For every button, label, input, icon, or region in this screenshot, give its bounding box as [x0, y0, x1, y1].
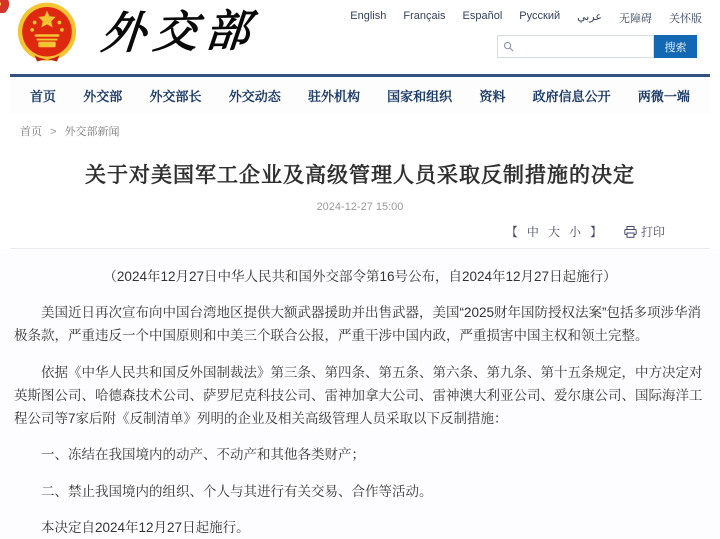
article-tools — [0, 223, 665, 240]
breadcrumb-current: 外交部新闻 — [64, 126, 120, 138]
lang-francais[interactable]: Français — [403, 10, 446, 22]
print-button[interactable] — [624, 223, 665, 240]
page-title: 关于对美国军工企业及高级管理人员采取反制措施的决定 — [85, 164, 635, 187]
publish-datetime: 2024-12-27 15:00 — [316, 201, 404, 213]
search-input[interactable] — [518, 37, 653, 56]
search-button[interactable]: 搜索 — [654, 35, 697, 58]
article-body — [0, 249, 720, 539]
language-switcher — [350, 10, 702, 26]
search-icon — [503, 41, 514, 52]
site-header — [0, 0, 720, 72]
decree-line: （2024年12月27日中华人民共和国外交部令第16号公布，自2024年12月27日起施行） — [103, 269, 617, 284]
lang-arabic[interactable]: عربي — [577, 11, 602, 23]
paragraph: 美国近日再次宣布向中国台湾地区提供大额武器援助并出售武器，美国“2025财年国防授权法案”包括多项涉华消极条款，严重违反一个中国原则和中美三个联合公报，严重干涉中国内政，严重损害中国主权和领土完整。 — [14, 305, 702, 344]
effective-date-line: 本决定自2024年12月27日起施行。 — [41, 519, 250, 535]
nav-social[interactable]: 两微一端 — [637, 89, 690, 104]
mfa-calligraphy-logo[interactable]: 外交部 — [99, 5, 260, 60]
lang-care-version[interactable]: 关怀版 — [669, 13, 702, 25]
breadcrumb-home[interactable]: 首页 — [20, 126, 42, 138]
font-size-large[interactable]: 大 — [547, 225, 560, 239]
national-emblem-icon[interactable] — [16, 1, 78, 65]
bracket-open: 【 — [505, 225, 518, 239]
print-label: 打印 — [640, 225, 665, 239]
font-size-medium[interactable]: 中 — [526, 225, 539, 239]
nav-resources[interactable]: 资料 — [479, 89, 506, 104]
nav-missions[interactable]: 驻外机构 — [307, 89, 360, 104]
lang-english[interactable]: English — [350, 10, 387, 22]
main-nav — [10, 74, 710, 113]
search-bar — [497, 35, 697, 58]
nav-ministry[interactable]: 外交部 — [83, 89, 123, 104]
font-size-small[interactable]: 小 — [568, 225, 581, 239]
nav-activities[interactable]: 外交动态 — [228, 89, 281, 104]
nav-minister[interactable]: 外交部长 — [149, 89, 202, 104]
lang-espanol[interactable]: Español — [462, 10, 503, 22]
breadcrumb-separator: > — [50, 126, 57, 138]
lang-russian[interactable]: Русский — [519, 10, 561, 22]
breadcrumb — [0, 113, 720, 139]
corner-emblem-fragment — [0, 0, 10, 13]
search-box — [497, 35, 654, 58]
measure-item-1: 一、冻结在我国境内的动产、不动产和其他各类财产； — [41, 447, 365, 463]
printer-icon — [624, 226, 637, 238]
font-size-controls — [506, 223, 602, 240]
bracket-close: 】 — [589, 225, 602, 239]
measure-item-2: 二、禁止我国境内的组织、个人与其进行有关交易、合作等活动。 — [41, 483, 433, 499]
paragraph: 依据《中华人民共和国反外国制裁法》第三条、第四条、第五条、第六条、第九条、第十五条规定，中方决定对英斯图公司、哈德森技术公司、萨罗尼克科技公司、雷神加拿大公司、雷神澳大利亚公司、爱尔康公司、国际海洋工程公司等7家后附《反制清单》列明的企业及相关高级管理人员采取以下反制措施： — [14, 364, 703, 427]
lang-accessibility[interactable]: 无障碍 — [619, 13, 652, 25]
nav-countries[interactable]: 国家和组织 — [387, 89, 453, 104]
nav-gov-info[interactable]: 政府信息公开 — [532, 89, 611, 104]
nav-home[interactable]: 首页 — [30, 89, 57, 104]
